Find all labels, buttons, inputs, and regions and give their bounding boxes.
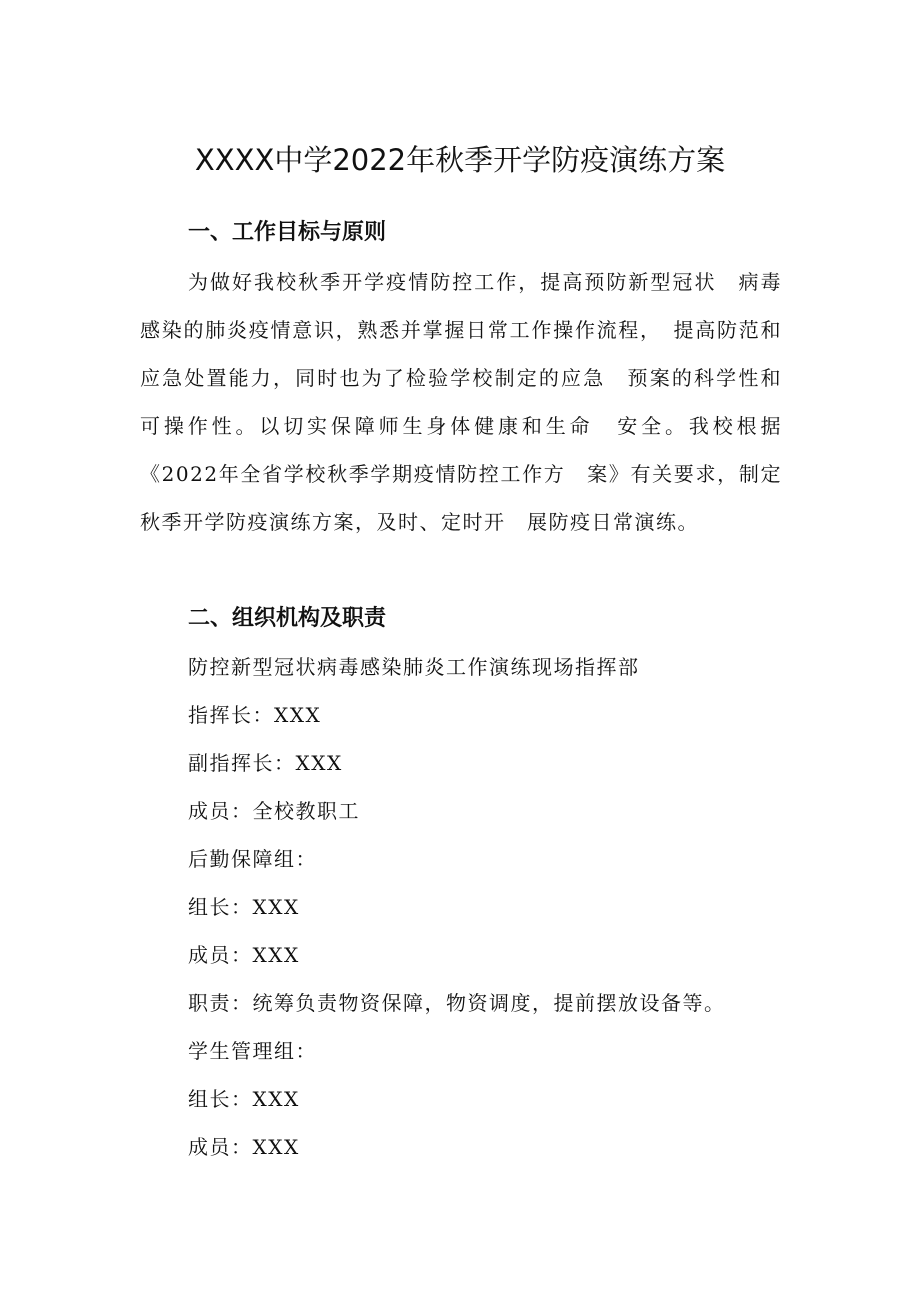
org-line-members-all-staff: 成员：全校教职工 bbox=[188, 799, 360, 823]
section-heading-organization: 二、组织机构及职责 bbox=[188, 606, 387, 631]
org-line-command-center: 防控新型冠状病毒感染肺炎工作演练现场指挥部 bbox=[188, 655, 640, 679]
section-paragraph-goals: 为做好我校秋季开学疫情防控工作，提高预防新型冠状 病毒感染的肺炎疫情意识，熟悉并掌握日常工作操作流程， 提高防范和应急处置能力，同时也为了检验学校制定的应急 预案的科学性和可操作性。以切实保障师生身体健康和生命 安全。我校根据《2022年全省学校秋季学期疫情防控工作方 案》有关要求，制定秋季开学防疫演练方案，及时、定时开 展防疫日常演练。 bbox=[140, 270, 782, 534]
document-title: XXXX中学2022年秋季开学防疫演练方案 bbox=[194, 143, 726, 177]
org-line-logistics-duties: 职责：统筹负责物资保障，物资调度，提前摆放设备等。 bbox=[188, 991, 726, 1015]
org-line-deputy-commander: 副指挥长：XXX bbox=[188, 751, 343, 775]
org-line-logistics-members: 成员：XXX bbox=[188, 943, 300, 967]
org-line-logistics-leader: 组长：XXX bbox=[188, 895, 300, 919]
org-line-logistics-group: 后勤保障组： bbox=[188, 847, 317, 871]
org-line-student-management-group: 学生管理组： bbox=[188, 1039, 317, 1063]
org-line-commander: 指挥长：XXX bbox=[188, 703, 322, 727]
org-line-student-members: 成员：XXX bbox=[188, 1135, 300, 1159]
section-heading-goals: 一、工作目标与原则 bbox=[188, 220, 387, 245]
org-line-student-leader: 组长：XXX bbox=[188, 1087, 300, 1111]
